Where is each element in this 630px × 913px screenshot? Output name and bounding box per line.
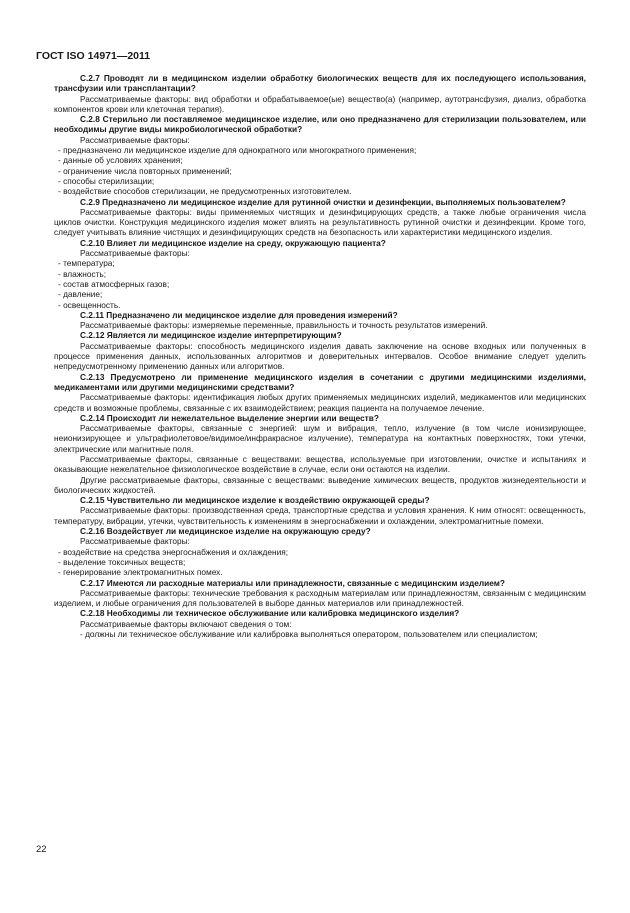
section-question: С.2.13 Предусмотрено ли применение медицинского изделия в сочетании с другими медицинскими изделиями, медикаментами или другими медицинскими средствами? — [54, 371, 586, 392]
page-header: ГОСТ ISO 14971—2011 — [36, 50, 151, 62]
list-item: - освещенность. — [58, 299, 121, 310]
paragraph: Другие рассматриваемые факторы, связанные с веществами: выведение химических веществ, продуктов жизнедеятельности и биологических жидкостей. — [54, 474, 586, 495]
paragraph: Рассматриваемые факторы: вид обработки и обрабатываемое(ые) вещество(а) (например, аутотрансфузия, диализ, обработка компонентов крови или клеточная терапия). — [54, 93, 586, 114]
paragraph: Рассматриваемые факторы: производственная среда, транспортные средства и условия хранения. К ним относят: освещенность, температуру, вибрации, утечки, чувствительность к изменениям в энергоснабжении и охлаждении, электромагнитные помехи. — [54, 505, 586, 526]
paragraph: Рассматриваемые факторы: способность медицинского изделия давать заключение на основе входных или полученных в процессе применения данных, использованных алгоритмов и доверительных интервалов. Особое внимание следует уделить непредусмотренному применению данных или алгоритмов. — [54, 340, 586, 372]
list-item: - данные об условиях хранения; — [58, 155, 183, 166]
list-item: - выделение токсичных веществ; — [58, 556, 186, 567]
list-item: - температура; — [58, 258, 115, 269]
paragraph: Рассматриваемые факторы: — [80, 536, 190, 547]
list-item: - воздействие на средства энергоснабжения и охлаждения; — [58, 546, 289, 557]
paragraph: Рассматриваемые факторы: технические требования к расходным материалам или принадлежностям, связанным с медицинским изделием, и любые ограничения для пользователей в выборе данных материалов или принадлежностей. — [54, 587, 586, 609]
section-question: С.2.14 Происходит ли нежелательное выделение энергии или веществ? — [80, 412, 379, 423]
paragraph: Рассматриваемые факторы, связанные с веществами: вещества, используемые при изготовлении, очистке и испытаниях и оказывающие нежелательное физиологическое воздействие в случае, если они остаются на изделии. — [54, 453, 586, 475]
section-question: С.2.11 Предназначено ли медицинское изделие для проведения измерений? — [80, 309, 398, 320]
paragraph: Рассматриваемые факторы: — [80, 248, 190, 259]
section-question: С.2.12 Является ли медицинское изделие интерпретирующим? — [80, 330, 342, 341]
document-body — [54, 73, 586, 639]
list-item: - давление; — [58, 289, 103, 300]
paragraph: Рассматриваемые факторы включают сведения о том: — [80, 618, 292, 629]
section-question: С.2.9 Предназначено ли медицинское изделие для рутинной очистки и дезинфекции, выполняемых пользователем? — [80, 196, 566, 207]
paragraph: Рассматриваемые факторы: — [80, 134, 190, 145]
section-question: С.2.7 Проводят ли в медицинском изделии обработку биологических веществ для их последующего использования, трансфузии или трансплантации? — [54, 73, 586, 94]
paragraph: Рассматриваемые факторы: идентификация любых других применяемых медицинских изделий, медикаментов или медицинских средств и возможные проблемы, связанные с их взаимодействием; реакция пациента на получаемое лечение. — [54, 392, 586, 413]
list-item: - генерирование электромагнитных помех. — [58, 567, 223, 578]
paragraph: Рассматриваемые факторы, связанные с энергией: шум и вибрация, тепло, излучение (в том числе ионизирующее, неионизирующее и ультрафиолетовое/видимое/инфракрасное излучение), температура на контактных поверхностях, токи утечки, электрические или магнитные поля. — [54, 423, 586, 454]
section-question: С.2.15 Чувствительно ли медицинское изделие к воздействию окружающей среды? — [80, 495, 430, 506]
section-question: С.2.16 Воздействует ли медицинское изделие на окружающую среду? — [80, 526, 371, 537]
paragraph: Рассматриваемые факторы: измеряемые переменные, правильность и точность результатов измерений. — [80, 320, 488, 331]
list-item: - должны ли техническое обслуживание или калибровка выполняться оператором, пользователем или специалистом; — [80, 629, 538, 640]
list-item: - воздействие способов стерилизации, не предусмотренных изготовителем. — [58, 186, 352, 197]
list-item: - ограничение числа повторных применений; — [58, 165, 232, 176]
section-question: С.2.18 Необходимы ли техническое обслуживание или калибровка медицинского изделия? — [80, 608, 460, 619]
list-item: - состав атмосферных газов; — [58, 278, 170, 289]
section-question: С.2.8 Стерильно ли поставляемое медицинское изделие, или оно предназначено для стерилизации пользователем, или необходимы другие виды микробиологической обработки? — [54, 114, 586, 135]
list-item: - влажность; — [58, 268, 107, 279]
list-item: - способы стерилизации; — [58, 175, 155, 186]
list-item: - предназначено ли медицинское изделие для однократного или многократного применения; — [58, 145, 417, 156]
paragraph: Рассматриваемые факторы: виды применяемых чистящих и дезинфицирующих средств, а также любые ограничения числа циклов очистки. Конструкция медицинского изделия может влиять на результативность рутинной очистки и дезинфекции. Кроме того, следует учитывать влияние чистящих и дезинфицирующих средств на безопасность или характеристики медицинского изделия. — [54, 206, 586, 238]
page-number: 22 — [36, 844, 47, 855]
section-question: С.2.10 Влияет ли медицинское изделие на среду, окружающую пациента? — [80, 237, 386, 248]
section-question: С.2.17 Имеются ли расходные материалы или принадлежности, связанные с медицинским изделием? — [80, 577, 505, 588]
